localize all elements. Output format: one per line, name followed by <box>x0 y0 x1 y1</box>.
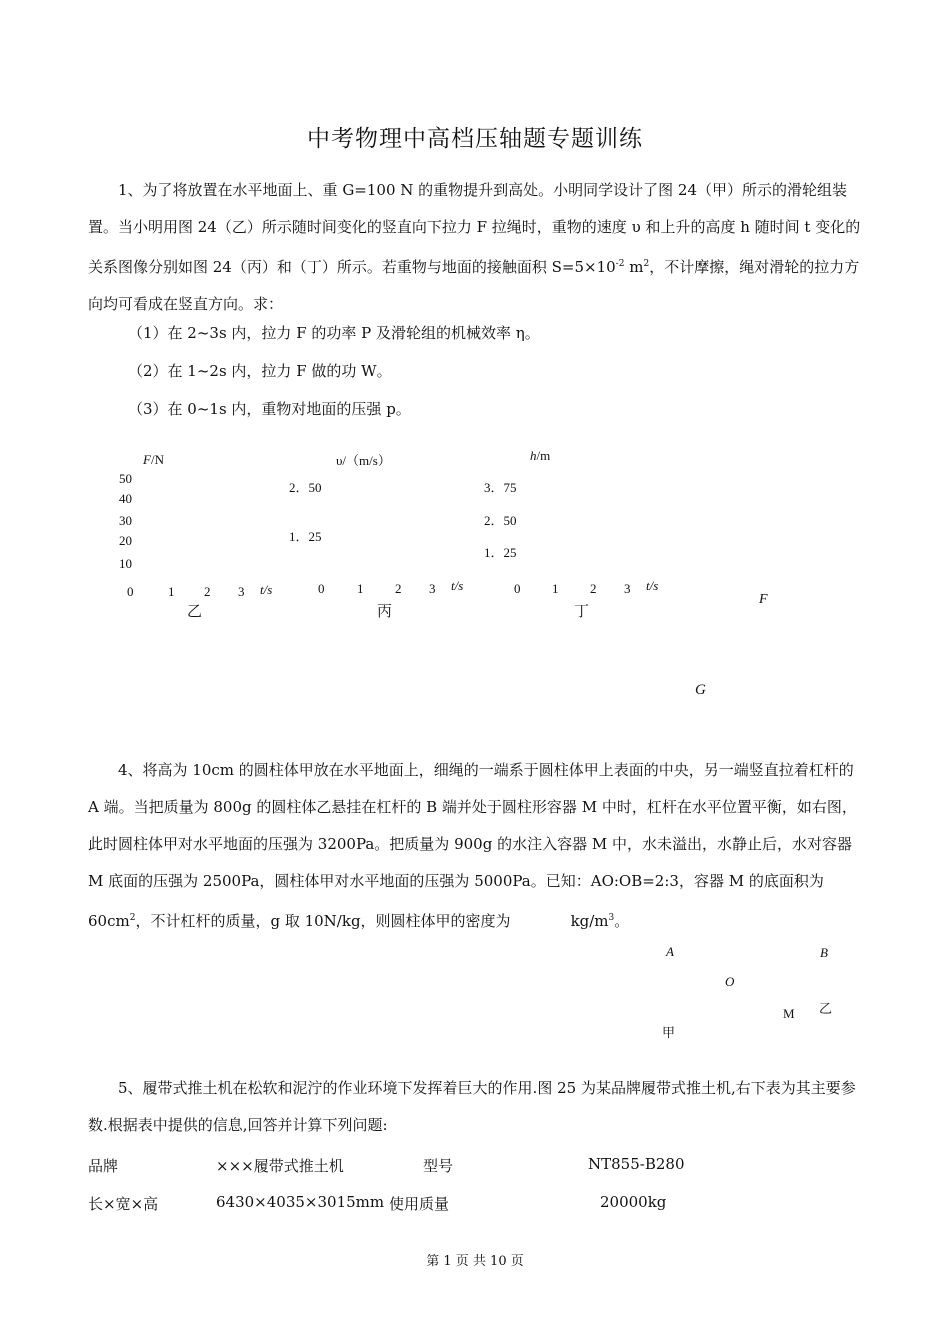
graph-bing-xtick: 0 <box>318 581 325 596</box>
graph-yi-ylabel: F/N <box>143 452 164 467</box>
graph-bing-ytick: 1．25 <box>289 529 322 544</box>
lever-container-m: M <box>783 1006 795 1021</box>
question-4-text: 4、将高为 10cm 的圆柱体甲放在水平地面上，细绳的一端系于圆柱体甲上表面的中央，另一端竖直拉着杠杆的 A 端。当把质量为 800g 的圆柱体乙悬挂在杠杆的 B 端并处于圆柱形容器 M 中时，杠杆在水平位置平衡，如右图，此时圆柱体甲对水平地面的压强为 3200Pa。把质量为 900g 的水注入容器 M 中，水未溢出，水静止后，水对容器 M 底面的压强为 2500Pa，圆柱体甲对水平地面的压强为 5000Pa。已知：AO:OB=2:3，容器 M 的底面积为 $60cm^2$，不计杠杆的质量，g 取 10N/kg，则圆柱体甲的密度为 $kg/m^3$。 <box>88 761 857 930</box>
table-cell: NT855-B280 <box>588 1155 685 1173</box>
question-1-sub-3: （3）在 0~1s 内，重物对地面的压强 p。 <box>128 400 411 418</box>
table-cell: 使用质量 <box>389 1195 450 1213</box>
question-1-text: 1、为了将放置在水平地面上、重 G=100 N 的重物提升到高处。小明同学设计了图 24（甲）所示的滑轮组装置。当小明用图 24（乙）所示随时间变化的竖直向下拉力 F 拉绳时，重物的速度 υ 和上升的高度 h 随时间 t 变化的关系图像分别如图 24（丙）和（丁）所示。若重物与地面的接触面积 $S=5\times 10^{-2}$ $m^2$，不计摩擦，绳对滑轮的拉力方向均可看成在竖直方向。求： <box>88 181 861 313</box>
table-cell: 型号 <box>423 1157 454 1175</box>
question-1-sub-1: （1）在 2~3s 内，拉力 F 的功率 P 及滑轮组的机械效率 η。 <box>128 324 540 342</box>
table-cell: 20000kg <box>600 1193 667 1211</box>
question-1-sub-2: （2）在 1~2s 内，拉力 F 做的功 W。 <box>128 362 392 380</box>
pulley-weight-label: G <box>695 682 706 698</box>
graph-yi-ytick: 40 <box>119 491 132 506</box>
table-cell: ×××履带式推土机 <box>216 1157 344 1175</box>
pulley-force-label: F <box>759 592 768 607</box>
graph-bing-xtick: 3 <box>429 581 436 596</box>
graph-ding-xtick: 2 <box>590 581 597 596</box>
graph-bing-caption: 丙 <box>377 602 393 620</box>
graph-yi-ytick: 50 <box>119 471 132 486</box>
graph-yi-caption: 乙 <box>187 602 203 620</box>
graph-ding-xtick: 3 <box>624 581 631 596</box>
table-cell: 品牌 <box>88 1157 119 1175</box>
page-footer: 第 1 页 共 10 页 <box>426 1254 524 1269</box>
graph-yi-xtick: 1 <box>168 584 175 599</box>
graph-bing-xtick: 2 <box>395 581 402 596</box>
lever-cylinder-jia: 甲 <box>662 1025 676 1040</box>
question-5-text: 5、履带式推土机在松软和泥泞的作业环境下发挥着巨大的作用.图 25 为某品牌履带式推土机,右下表为其主要参数.根据表中提供的信息,回答并计算下列问题: <box>88 1079 856 1134</box>
page-title: 中考物理中高档压轴题专题训练 <box>307 126 643 152</box>
graph-ding-ytick: 1．25 <box>484 545 517 560</box>
graph-yi-xtick: 0 <box>127 584 134 599</box>
graph-bing-xlabel: t/s <box>451 578 464 593</box>
graph-yi-ytick: 10 <box>119 556 132 571</box>
lever-point-o: O <box>725 974 735 989</box>
graph-yi-ytick: 20 <box>119 533 132 548</box>
lever-point-b: B <box>820 945 828 960</box>
graph-ding-caption: 丁 <box>574 602 590 620</box>
graph-yi-xlabel: t/s <box>260 582 273 597</box>
graph-ding-ytick: 2．50 <box>484 513 517 528</box>
lever-cylinder-yi: 乙 <box>819 1001 833 1016</box>
graph-bing-ytick: 2．50 <box>289 480 322 495</box>
graph-yi-ytick: 30 <box>119 513 132 528</box>
table-cell: 6430×4035×3015mm <box>216 1193 385 1211</box>
graph-yi-xtick: 3 <box>238 584 245 599</box>
lever-point-a: A <box>666 944 674 959</box>
graph-bing-ylabel: υ/（m/s） <box>336 453 391 468</box>
graph-ding-ytick: 3．75 <box>484 480 517 495</box>
table-cell: 长×宽×高 <box>88 1195 159 1213</box>
graph-ding-ylabel: h/m <box>530 448 551 463</box>
graph-yi-xtick: 2 <box>204 584 211 599</box>
graph-ding-xtick: 0 <box>514 581 521 596</box>
graph-ding-xtick: 1 <box>552 581 559 596</box>
graph-ding-xlabel: t/s <box>646 578 659 593</box>
graph-bing-xtick: 1 <box>357 581 364 596</box>
